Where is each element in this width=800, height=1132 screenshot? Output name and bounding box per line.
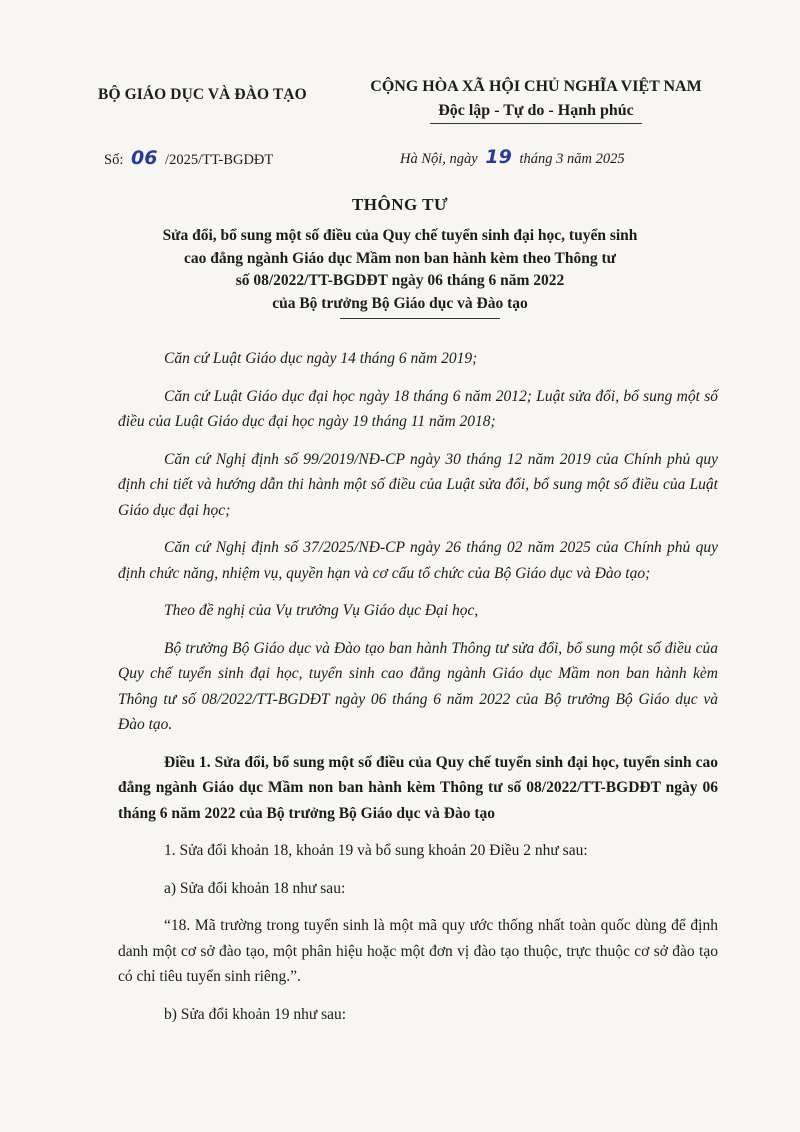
doc-number-suffix: /2025/TT-BGDĐT — [165, 152, 274, 168]
doc-number-handwritten: 06 — [130, 147, 158, 169]
title-line: Sửa đổi, bổ sung một số điều của Quy chế tuyển sinh đại học, tuyển sinh — [162, 227, 638, 244]
clause-subitem: b) Sửa đổi khoản 19 như sau: — [164, 1005, 347, 1023]
ministry-name: BỘ GIÁO DỤC VÀ ĐÀO TẠO — [98, 86, 307, 103]
motto-underline — [430, 123, 642, 124]
country-name: CỘNG HÒA XÃ HỘI CHỦ NGHĨA VIỆT NAM — [370, 78, 702, 95]
title-line: cao đẳng ngành Giáo dục Mầm non ban hành kèm theo Thông tư — [184, 249, 616, 267]
legal-basis-paragraph: Căn cứ Luật Giáo dục ngày 14 tháng 6 năm 2019; — [164, 350, 478, 367]
national-motto: Độc lập - Tự do - Hạnh phúc — [438, 102, 634, 119]
date-prefix: Hà Nội, ngày — [400, 151, 478, 167]
article-1-heading: Điều 1. Sửa đổi, bổ sung một số điều của Quy chế tuyển sinh đại học, tuyển sinh cao đẳng ngành Giáo dục Mầm non ban hành kèm Thông tư số 08/2022/TT-BGDĐT ngày 06 tháng 6 năm 2022 của Bộ trưởng Bộ Giáo dục và Đào tạo — [118, 753, 718, 822]
promulgation-paragraph: Bộ trưởng Bộ Giáo dục và Đào tạo ban hành Thông tư sửa đổi, bổ sung một số điều của Quy chế tuyển sinh đại học, tuyển sinh cao đẳng ngành Giáo dục Mầm non ban hành kèm Thông tư số 08/2022/TT-BGDĐT ngày 06 tháng 6 năm 2022 của Bộ trưởng Bộ Giáo dục và Đào tạo. — [118, 639, 718, 733]
title-line: của Bộ trưởng Bộ Giáo dục và Đào tạo — [272, 294, 528, 312]
issue-date — [400, 146, 625, 168]
legal-basis-paragraph: Căn cứ Luật Giáo dục đại học ngày 18 tháng 6 năm 2012; Luật sửa đổi, bổ sung một số điều của Luật Giáo dục đại học ngày 19 tháng 11 năm 2018; — [118, 387, 718, 430]
document-title — [110, 225, 690, 315]
document-type: THÔNG TƯ — [351, 195, 449, 214]
document-number — [104, 147, 273, 169]
title-line: số 08/2022/TT-BGDĐT ngày 06 tháng 6 năm 2022 — [235, 272, 565, 289]
document-body — [118, 346, 718, 1039]
title-divider — [340, 318, 500, 319]
clause-item: 1. Sửa đổi khoản 18, khoản 19 và bổ sung khoản 20 Điều 2 như sau: — [164, 842, 588, 859]
legal-basis-paragraph: Căn cứ Nghị định số 37/2025/NĐ-CP ngày 26 tháng 02 năm 2025 của Chính phủ quy định chức năng, nhiệm vụ, quyền hạn và cơ cấu tổ chức của Bộ Giáo dục và Đào tạo; — [118, 539, 718, 582]
proposal-paragraph: Theo đề nghị của Vụ trưởng Vụ Giáo dục Đại học, — [164, 602, 479, 619]
clause-subitem: a) Sửa đổi khoản 18 như sau: — [164, 879, 346, 897]
national-header — [346, 78, 726, 124]
legal-basis-paragraph: Căn cứ Nghị định số 99/2019/NĐ-CP ngày 30 tháng 12 năm 2019 của Chính phủ quy định chi tiết và hướng dẫn thi hành một số điều của Luật sửa đổi, bổ sung một số điều của Luật Giáo dục đại học; — [118, 450, 718, 519]
clause-quote: “18. Mã trường trong tuyển sinh là một mã quy ước thống nhất toàn quốc dùng để định danh một cơ sở đào tạo, một phân hiệu hoặc một đơn vị đào tạo thuộc, trực thuộc cơ sở đào tạo có chỉ tiêu tuyển sinh riêng.”. — [118, 917, 718, 985]
date-suffix: tháng 3 năm 2025 — [519, 151, 625, 167]
date-day-handwritten: 19 — [485, 146, 512, 168]
doc-number-prefix: Số: — [104, 152, 124, 168]
